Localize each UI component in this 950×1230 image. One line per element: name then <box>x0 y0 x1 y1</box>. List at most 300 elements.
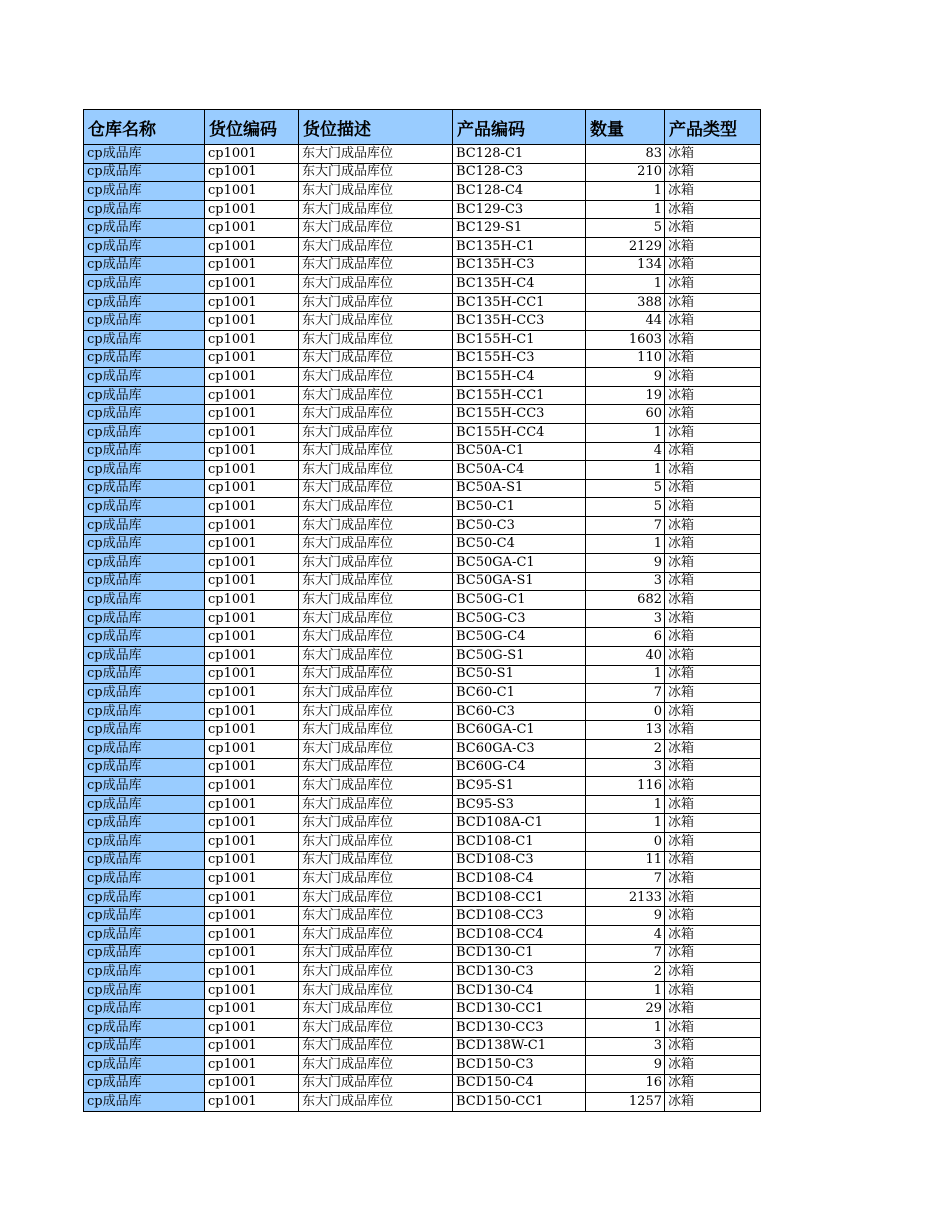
quantity-cell[interactable]: 1 <box>586 535 665 554</box>
quantity-cell[interactable]: 1 <box>586 182 665 201</box>
location-code-cell[interactable]: cp1001 <box>205 498 299 517</box>
warehouse-name-cell[interactable]: cp成品库 <box>84 907 205 926</box>
product-code-cell[interactable]: BC50G-S1 <box>453 647 586 666</box>
quantity-cell[interactable]: 29 <box>586 1000 665 1019</box>
product-code-cell[interactable]: BCD130-C3 <box>453 963 586 982</box>
warehouse-name-cell[interactable]: cp成品库 <box>84 182 205 201</box>
product-type-cell[interactable]: 冰箱 <box>665 275 761 294</box>
product-type-cell[interactable]: 冰箱 <box>665 795 761 814</box>
location-description-cell[interactable]: 东大门成品库位 <box>299 795 453 814</box>
location-description-cell[interactable]: 东大门成品库位 <box>299 832 453 851</box>
product-type-cell[interactable]: 冰箱 <box>665 498 761 517</box>
warehouse-name-cell[interactable]: cp成品库 <box>84 1056 205 1075</box>
location-description-cell[interactable]: 东大门成品库位 <box>299 572 453 591</box>
product-type-cell[interactable]: 冰箱 <box>665 1093 761 1112</box>
quantity-cell[interactable]: 3 <box>586 1037 665 1056</box>
product-code-cell[interactable]: BC155H-C3 <box>453 349 586 368</box>
location-description-cell[interactable]: 东大门成品库位 <box>299 200 453 219</box>
product-code-cell[interactable]: BCD150-CC1 <box>453 1093 586 1112</box>
product-type-cell[interactable]: 冰箱 <box>665 721 761 740</box>
product-code-cell[interactable]: BC135H-C4 <box>453 275 586 294</box>
warehouse-name-cell[interactable]: cp成品库 <box>84 647 205 666</box>
product-code-cell[interactable]: BCD108-CC1 <box>453 888 586 907</box>
warehouse-name-cell[interactable]: cp成品库 <box>84 1000 205 1019</box>
location-description-cell[interactable]: 东大门成品库位 <box>299 628 453 647</box>
product-type-cell[interactable]: 冰箱 <box>665 740 761 759</box>
header-quantity[interactable]: 数量 <box>586 110 665 145</box>
product-code-cell[interactable]: BC135H-C3 <box>453 256 586 275</box>
warehouse-name-cell[interactable]: cp成品库 <box>84 851 205 870</box>
product-code-cell[interactable]: BC128-C1 <box>453 145 586 164</box>
product-code-cell[interactable]: BCD108-C4 <box>453 870 586 889</box>
location-description-cell[interactable]: 东大门成品库位 <box>299 925 453 944</box>
quantity-cell[interactable]: 3 <box>586 609 665 628</box>
product-type-cell[interactable]: 冰箱 <box>665 944 761 963</box>
location-description-cell[interactable]: 东大门成品库位 <box>299 814 453 833</box>
warehouse-name-cell[interactable]: cp成品库 <box>84 1074 205 1093</box>
quantity-cell[interactable]: 6 <box>586 628 665 647</box>
quantity-cell[interactable]: 13 <box>586 721 665 740</box>
location-code-cell[interactable]: cp1001 <box>205 1074 299 1093</box>
warehouse-name-cell[interactable]: cp成品库 <box>84 461 205 480</box>
location-code-cell[interactable]: cp1001 <box>205 554 299 573</box>
quantity-cell[interactable]: 1 <box>586 1018 665 1037</box>
header-product-type[interactable]: 产品类型 <box>665 110 761 145</box>
location-code-cell[interactable]: cp1001 <box>205 461 299 480</box>
quantity-cell[interactable]: 9 <box>586 554 665 573</box>
product-type-cell[interactable]: 冰箱 <box>665 461 761 480</box>
location-description-cell[interactable]: 东大门成品库位 <box>299 145 453 164</box>
quantity-cell[interactable]: 83 <box>586 145 665 164</box>
warehouse-name-cell[interactable]: cp成品库 <box>84 721 205 740</box>
quantity-cell[interactable]: 16 <box>586 1074 665 1093</box>
product-code-cell[interactable]: BC128-C4 <box>453 182 586 201</box>
product-type-cell[interactable]: 冰箱 <box>665 312 761 331</box>
product-type-cell[interactable]: 冰箱 <box>665 554 761 573</box>
warehouse-name-cell[interactable]: cp成品库 <box>84 219 205 238</box>
location-description-cell[interactable]: 东大门成品库位 <box>299 1093 453 1112</box>
location-description-cell[interactable]: 东大门成品库位 <box>299 182 453 201</box>
quantity-cell[interactable]: 116 <box>586 777 665 796</box>
location-description-cell[interactable]: 东大门成品库位 <box>299 516 453 535</box>
quantity-cell[interactable]: 5 <box>586 479 665 498</box>
location-code-cell[interactable]: cp1001 <box>205 1018 299 1037</box>
location-code-cell[interactable]: cp1001 <box>205 1037 299 1056</box>
product-code-cell[interactable]: BCD108-CC3 <box>453 907 586 926</box>
location-description-cell[interactable]: 东大门成品库位 <box>299 1000 453 1019</box>
warehouse-name-cell[interactable]: cp成品库 <box>84 888 205 907</box>
header-product-code[interactable]: 产品编码 <box>453 110 586 145</box>
location-description-cell[interactable]: 东大门成品库位 <box>299 349 453 368</box>
location-description-cell[interactable]: 东大门成品库位 <box>299 275 453 294</box>
quantity-cell[interactable]: 1 <box>586 795 665 814</box>
location-code-cell[interactable]: cp1001 <box>205 293 299 312</box>
location-code-cell[interactable]: cp1001 <box>205 721 299 740</box>
location-description-cell[interactable]: 东大门成品库位 <box>299 405 453 424</box>
product-code-cell[interactable]: BC50A-S1 <box>453 479 586 498</box>
location-code-cell[interactable]: cp1001 <box>205 702 299 721</box>
product-type-cell[interactable]: 冰箱 <box>665 1037 761 1056</box>
quantity-cell[interactable]: 40 <box>586 647 665 666</box>
product-type-cell[interactable]: 冰箱 <box>665 907 761 926</box>
quantity-cell[interactable]: 9 <box>586 907 665 926</box>
product-type-cell[interactable]: 冰箱 <box>665 888 761 907</box>
product-type-cell[interactable]: 冰箱 <box>665 1074 761 1093</box>
location-description-cell[interactable]: 东大门成品库位 <box>299 330 453 349</box>
warehouse-name-cell[interactable]: cp成品库 <box>84 368 205 387</box>
warehouse-name-cell[interactable]: cp成品库 <box>84 498 205 517</box>
product-code-cell[interactable]: BCD130-C4 <box>453 981 586 1000</box>
warehouse-name-cell[interactable]: cp成品库 <box>84 702 205 721</box>
product-type-cell[interactable]: 冰箱 <box>665 182 761 201</box>
quantity-cell[interactable]: 2 <box>586 740 665 759</box>
location-description-cell[interactable]: 东大门成品库位 <box>299 609 453 628</box>
quantity-cell[interactable]: 1 <box>586 200 665 219</box>
location-description-cell[interactable]: 东大门成品库位 <box>299 535 453 554</box>
quantity-cell[interactable]: 1 <box>586 814 665 833</box>
location-code-cell[interactable]: cp1001 <box>205 1000 299 1019</box>
quantity-cell[interactable]: 0 <box>586 832 665 851</box>
warehouse-name-cell[interactable]: cp成品库 <box>84 665 205 684</box>
location-code-cell[interactable]: cp1001 <box>205 628 299 647</box>
product-type-cell[interactable]: 冰箱 <box>665 870 761 889</box>
location-description-cell[interactable]: 东大门成品库位 <box>299 870 453 889</box>
location-code-cell[interactable]: cp1001 <box>205 442 299 461</box>
quantity-cell[interactable]: 2 <box>586 963 665 982</box>
warehouse-name-cell[interactable]: cp成品库 <box>84 832 205 851</box>
warehouse-name-cell[interactable]: cp成品库 <box>84 1037 205 1056</box>
location-description-cell[interactable]: 东大门成品库位 <box>299 163 453 182</box>
product-code-cell[interactable]: BC50-C3 <box>453 516 586 535</box>
quantity-cell[interactable]: 7 <box>586 684 665 703</box>
location-code-cell[interactable]: cp1001 <box>205 907 299 926</box>
product-type-cell[interactable]: 冰箱 <box>665 777 761 796</box>
product-code-cell[interactable]: BC50GA-S1 <box>453 572 586 591</box>
location-description-cell[interactable]: 东大门成品库位 <box>299 684 453 703</box>
warehouse-name-cell[interactable]: cp成品库 <box>84 870 205 889</box>
location-code-cell[interactable]: cp1001 <box>205 870 299 889</box>
warehouse-name-cell[interactable]: cp成品库 <box>84 554 205 573</box>
warehouse-name-cell[interactable]: cp成品库 <box>84 293 205 312</box>
warehouse-name-cell[interactable]: cp成品库 <box>84 256 205 275</box>
location-code-cell[interactable]: cp1001 <box>205 591 299 610</box>
product-type-cell[interactable]: 冰箱 <box>665 981 761 1000</box>
location-code-cell[interactable]: cp1001 <box>205 516 299 535</box>
product-code-cell[interactable]: BCD150-C3 <box>453 1056 586 1075</box>
location-code-cell[interactable]: cp1001 <box>205 535 299 554</box>
quantity-cell[interactable]: 60 <box>586 405 665 424</box>
product-code-cell[interactable]: BC50A-C4 <box>453 461 586 480</box>
location-code-cell[interactable]: cp1001 <box>205 572 299 591</box>
location-description-cell[interactable]: 东大门成品库位 <box>299 219 453 238</box>
quantity-cell[interactable]: 2133 <box>586 888 665 907</box>
warehouse-name-cell[interactable]: cp成品库 <box>84 814 205 833</box>
product-type-cell[interactable]: 冰箱 <box>665 423 761 442</box>
warehouse-name-cell[interactable]: cp成品库 <box>84 535 205 554</box>
location-code-cell[interactable]: cp1001 <box>205 814 299 833</box>
location-code-cell[interactable]: cp1001 <box>205 740 299 759</box>
location-code-cell[interactable]: cp1001 <box>205 349 299 368</box>
quantity-cell[interactable]: 4 <box>586 925 665 944</box>
location-code-cell[interactable]: cp1001 <box>205 888 299 907</box>
product-code-cell[interactable]: BC135H-CC3 <box>453 312 586 331</box>
quantity-cell[interactable]: 5 <box>586 219 665 238</box>
product-code-cell[interactable]: BC60-C1 <box>453 684 586 703</box>
warehouse-name-cell[interactable]: cp成品库 <box>84 963 205 982</box>
product-type-cell[interactable]: 冰箱 <box>665 349 761 368</box>
header-location-description[interactable]: 货位描述 <box>299 110 453 145</box>
warehouse-name-cell[interactable]: cp成品库 <box>84 312 205 331</box>
product-code-cell[interactable]: BC95-S1 <box>453 777 586 796</box>
product-type-cell[interactable]: 冰箱 <box>665 628 761 647</box>
product-type-cell[interactable]: 冰箱 <box>665 572 761 591</box>
quantity-cell[interactable]: 1603 <box>586 330 665 349</box>
location-description-cell[interactable]: 东大门成品库位 <box>299 665 453 684</box>
product-code-cell[interactable]: BC50G-C1 <box>453 591 586 610</box>
quantity-cell[interactable]: 5 <box>586 498 665 517</box>
product-type-cell[interactable]: 冰箱 <box>665 479 761 498</box>
product-code-cell[interactable]: BC155H-CC4 <box>453 423 586 442</box>
warehouse-name-cell[interactable]: cp成品库 <box>84 591 205 610</box>
location-code-cell[interactable]: cp1001 <box>205 163 299 182</box>
product-type-cell[interactable]: 冰箱 <box>665 1056 761 1075</box>
location-code-cell[interactable]: cp1001 <box>205 479 299 498</box>
product-type-cell[interactable]: 冰箱 <box>665 851 761 870</box>
product-code-cell[interactable]: BC128-C3 <box>453 163 586 182</box>
product-type-cell[interactable]: 冰箱 <box>665 219 761 238</box>
quantity-cell[interactable]: 9 <box>586 368 665 387</box>
quantity-cell[interactable]: 3 <box>586 572 665 591</box>
location-description-cell[interactable]: 东大门成品库位 <box>299 442 453 461</box>
location-description-cell[interactable]: 东大门成品库位 <box>299 1056 453 1075</box>
warehouse-name-cell[interactable]: cp成品库 <box>84 516 205 535</box>
location-code-cell[interactable]: cp1001 <box>205 182 299 201</box>
product-code-cell[interactable]: BC155H-C4 <box>453 368 586 387</box>
location-description-cell[interactable]: 东大门成品库位 <box>299 368 453 387</box>
warehouse-name-cell[interactable]: cp成品库 <box>84 1018 205 1037</box>
warehouse-name-cell[interactable]: cp成品库 <box>84 684 205 703</box>
product-type-cell[interactable]: 冰箱 <box>665 293 761 312</box>
header-location-code[interactable]: 货位编码 <box>205 110 299 145</box>
location-description-cell[interactable]: 东大门成品库位 <box>299 907 453 926</box>
product-code-cell[interactable]: BC60GA-C3 <box>453 740 586 759</box>
quantity-cell[interactable]: 210 <box>586 163 665 182</box>
quantity-cell[interactable]: 134 <box>586 256 665 275</box>
product-code-cell[interactable]: BC60G-C4 <box>453 758 586 777</box>
quantity-cell[interactable]: 9 <box>586 1056 665 1075</box>
quantity-cell[interactable]: 1 <box>586 461 665 480</box>
product-code-cell[interactable]: BCD108-C1 <box>453 832 586 851</box>
product-code-cell[interactable]: BC50G-C4 <box>453 628 586 647</box>
product-type-cell[interactable]: 冰箱 <box>665 200 761 219</box>
location-code-cell[interactable]: cp1001 <box>205 256 299 275</box>
location-code-cell[interactable]: cp1001 <box>205 312 299 331</box>
product-code-cell[interactable]: BC135H-CC1 <box>453 293 586 312</box>
quantity-cell[interactable]: 1 <box>586 423 665 442</box>
location-description-cell[interactable]: 东大门成品库位 <box>299 758 453 777</box>
product-code-cell[interactable]: BC50-C1 <box>453 498 586 517</box>
product-type-cell[interactable]: 冰箱 <box>665 758 761 777</box>
product-code-cell[interactable]: BCD150-C4 <box>453 1074 586 1093</box>
location-description-cell[interactable]: 东大门成品库位 <box>299 293 453 312</box>
location-code-cell[interactable]: cp1001 <box>205 963 299 982</box>
product-code-cell[interactable]: BCD108-C3 <box>453 851 586 870</box>
product-type-cell[interactable]: 冰箱 <box>665 702 761 721</box>
warehouse-name-cell[interactable]: cp成品库 <box>84 442 205 461</box>
location-description-cell[interactable]: 东大门成品库位 <box>299 851 453 870</box>
product-type-cell[interactable]: 冰箱 <box>665 832 761 851</box>
quantity-cell[interactable]: 7 <box>586 516 665 535</box>
product-type-cell[interactable]: 冰箱 <box>665 442 761 461</box>
warehouse-name-cell[interactable]: cp成品库 <box>84 479 205 498</box>
location-description-cell[interactable]: 东大门成品库位 <box>299 702 453 721</box>
location-code-cell[interactable]: cp1001 <box>205 851 299 870</box>
location-code-cell[interactable]: cp1001 <box>205 647 299 666</box>
warehouse-name-cell[interactable]: cp成品库 <box>84 145 205 164</box>
location-code-cell[interactable]: cp1001 <box>205 1093 299 1112</box>
product-type-cell[interactable]: 冰箱 <box>665 516 761 535</box>
warehouse-name-cell[interactable]: cp成品库 <box>84 423 205 442</box>
product-code-cell[interactable]: BC50A-C1 <box>453 442 586 461</box>
product-type-cell[interactable]: 冰箱 <box>665 237 761 256</box>
warehouse-name-cell[interactable]: cp成品库 <box>84 944 205 963</box>
location-code-cell[interactable]: cp1001 <box>205 219 299 238</box>
location-description-cell[interactable]: 东大门成品库位 <box>299 461 453 480</box>
quantity-cell[interactable]: 4 <box>586 442 665 461</box>
quantity-cell[interactable]: 11 <box>586 851 665 870</box>
location-code-cell[interactable]: cp1001 <box>205 330 299 349</box>
product-code-cell[interactable]: BC50GA-C1 <box>453 554 586 573</box>
quantity-cell[interactable]: 0 <box>586 702 665 721</box>
warehouse-name-cell[interactable]: cp成品库 <box>84 405 205 424</box>
location-code-cell[interactable]: cp1001 <box>205 981 299 1000</box>
product-code-cell[interactable]: BC50-S1 <box>453 665 586 684</box>
product-code-cell[interactable]: BC60-C3 <box>453 702 586 721</box>
location-description-cell[interactable]: 东大门成品库位 <box>299 554 453 573</box>
location-description-cell[interactable]: 东大门成品库位 <box>299 386 453 405</box>
warehouse-name-cell[interactable]: cp成品库 <box>84 1093 205 1112</box>
warehouse-name-cell[interactable]: cp成品库 <box>84 200 205 219</box>
location-description-cell[interactable]: 东大门成品库位 <box>299 981 453 1000</box>
product-code-cell[interactable]: BCD138W-C1 <box>453 1037 586 1056</box>
location-description-cell[interactable]: 东大门成品库位 <box>299 1074 453 1093</box>
product-type-cell[interactable]: 冰箱 <box>665 609 761 628</box>
quantity-cell[interactable]: 110 <box>586 349 665 368</box>
location-description-cell[interactable]: 东大门成品库位 <box>299 498 453 517</box>
location-description-cell[interactable]: 东大门成品库位 <box>299 647 453 666</box>
location-description-cell[interactable]: 东大门成品库位 <box>299 888 453 907</box>
quantity-cell[interactable]: 388 <box>586 293 665 312</box>
warehouse-name-cell[interactable]: cp成品库 <box>84 386 205 405</box>
location-code-cell[interactable]: cp1001 <box>205 237 299 256</box>
quantity-cell[interactable]: 1 <box>586 665 665 684</box>
quantity-cell[interactable]: 7 <box>586 870 665 889</box>
product-code-cell[interactable]: BC135H-C1 <box>453 237 586 256</box>
location-description-cell[interactable]: 东大门成品库位 <box>299 479 453 498</box>
location-code-cell[interactable]: cp1001 <box>205 665 299 684</box>
location-description-cell[interactable]: 东大门成品库位 <box>299 777 453 796</box>
product-code-cell[interactable]: BCD130-C1 <box>453 944 586 963</box>
product-code-cell[interactable]: BC129-S1 <box>453 219 586 238</box>
product-code-cell[interactable]: BC60GA-C1 <box>453 721 586 740</box>
product-code-cell[interactable]: BCD130-CC1 <box>453 1000 586 1019</box>
product-code-cell[interactable]: BC129-C3 <box>453 200 586 219</box>
location-code-cell[interactable]: cp1001 <box>205 944 299 963</box>
product-type-cell[interactable]: 冰箱 <box>665 386 761 405</box>
warehouse-name-cell[interactable]: cp成品库 <box>84 275 205 294</box>
product-type-cell[interactable]: 冰箱 <box>665 145 761 164</box>
location-description-cell[interactable]: 东大门成品库位 <box>299 963 453 982</box>
product-type-cell[interactable]: 冰箱 <box>665 256 761 275</box>
product-code-cell[interactable]: BCD108A-C1 <box>453 814 586 833</box>
quantity-cell[interactable]: 7 <box>586 944 665 963</box>
location-code-cell[interactable]: cp1001 <box>205 758 299 777</box>
product-type-cell[interactable]: 冰箱 <box>665 405 761 424</box>
location-code-cell[interactable]: cp1001 <box>205 777 299 796</box>
product-type-cell[interactable]: 冰箱 <box>665 1000 761 1019</box>
product-type-cell[interactable]: 冰箱 <box>665 163 761 182</box>
warehouse-name-cell[interactable]: cp成品库 <box>84 740 205 759</box>
location-code-cell[interactable]: cp1001 <box>205 925 299 944</box>
quantity-cell[interactable]: 1 <box>586 275 665 294</box>
warehouse-name-cell[interactable]: cp成品库 <box>84 609 205 628</box>
quantity-cell[interactable]: 682 <box>586 591 665 610</box>
product-type-cell[interactable]: 冰箱 <box>665 684 761 703</box>
warehouse-name-cell[interactable]: cp成品库 <box>84 925 205 944</box>
location-description-cell[interactable]: 东大门成品库位 <box>299 1037 453 1056</box>
warehouse-name-cell[interactable]: cp成品库 <box>84 795 205 814</box>
quantity-cell[interactable]: 3 <box>586 758 665 777</box>
location-description-cell[interactable]: 东大门成品库位 <box>299 423 453 442</box>
location-code-cell[interactable]: cp1001 <box>205 832 299 851</box>
location-description-cell[interactable]: 东大门成品库位 <box>299 1018 453 1037</box>
location-code-cell[interactable]: cp1001 <box>205 368 299 387</box>
location-code-cell[interactable]: cp1001 <box>205 609 299 628</box>
product-code-cell[interactable]: BC95-S3 <box>453 795 586 814</box>
warehouse-name-cell[interactable]: cp成品库 <box>84 981 205 1000</box>
location-code-cell[interactable]: cp1001 <box>205 275 299 294</box>
location-description-cell[interactable]: 东大门成品库位 <box>299 256 453 275</box>
location-description-cell[interactable]: 东大门成品库位 <box>299 740 453 759</box>
location-description-cell[interactable]: 东大门成品库位 <box>299 721 453 740</box>
product-type-cell[interactable]: 冰箱 <box>665 330 761 349</box>
product-code-cell[interactable]: BC155H-CC1 <box>453 386 586 405</box>
product-code-cell[interactable]: BC155H-C1 <box>453 330 586 349</box>
warehouse-name-cell[interactable]: cp成品库 <box>84 628 205 647</box>
product-type-cell[interactable]: 冰箱 <box>665 963 761 982</box>
location-description-cell[interactable]: 东大门成品库位 <box>299 944 453 963</box>
warehouse-name-cell[interactable]: cp成品库 <box>84 572 205 591</box>
quantity-cell[interactable]: 1257 <box>586 1093 665 1112</box>
location-description-cell[interactable]: 东大门成品库位 <box>299 312 453 331</box>
product-type-cell[interactable]: 冰箱 <box>665 814 761 833</box>
quantity-cell[interactable]: 44 <box>586 312 665 331</box>
product-type-cell[interactable]: 冰箱 <box>665 1018 761 1037</box>
product-type-cell[interactable]: 冰箱 <box>665 368 761 387</box>
warehouse-name-cell[interactable]: cp成品库 <box>84 237 205 256</box>
quantity-cell[interactable]: 2129 <box>586 237 665 256</box>
warehouse-name-cell[interactable]: cp成品库 <box>84 758 205 777</box>
location-code-cell[interactable]: cp1001 <box>205 405 299 424</box>
location-code-cell[interactable]: cp1001 <box>205 386 299 405</box>
header-warehouse-name[interactable]: 仓库名称 <box>84 110 205 145</box>
product-code-cell[interactable]: BC155H-CC3 <box>453 405 586 424</box>
location-code-cell[interactable]: cp1001 <box>205 795 299 814</box>
location-code-cell[interactable]: cp1001 <box>205 1056 299 1075</box>
product-code-cell[interactable]: BC50-C4 <box>453 535 586 554</box>
location-code-cell[interactable]: cp1001 <box>205 145 299 164</box>
product-type-cell[interactable]: 冰箱 <box>665 535 761 554</box>
